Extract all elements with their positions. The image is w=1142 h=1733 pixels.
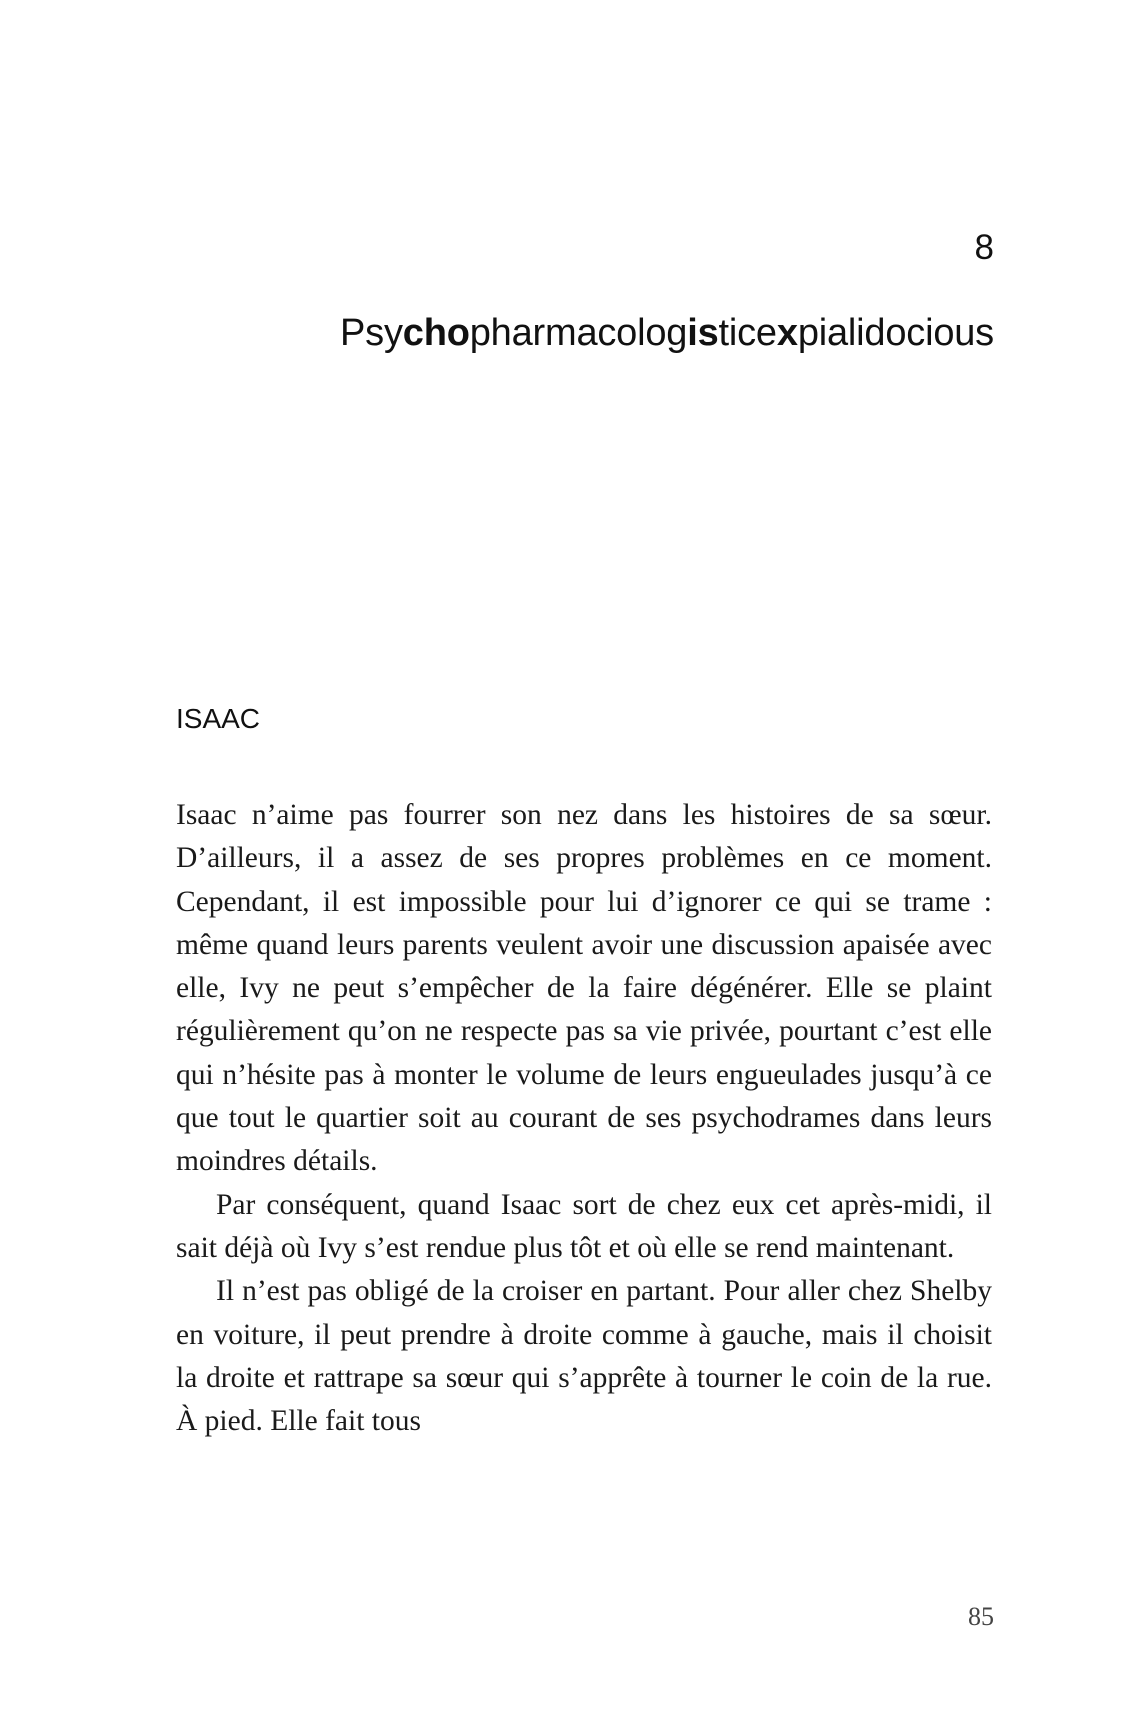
- chapter-title-part-bold: is: [687, 312, 719, 354]
- chapter-title-part: pharmacolog: [469, 312, 688, 354]
- chapter-title-part: Psy: [340, 312, 403, 354]
- page-number: 85: [968, 1602, 994, 1631]
- section-narrator-heading: ISAAC: [176, 703, 261, 734]
- paragraph: Il n’est pas obligé de la croiser en partant. Pour aller chez Shelby en voiture, il peut prendre à droite comme à gauche, mais il choisit la droite et rattrape sa sœur qui s’apprête à tourner le coin de la rue. À pied. Elle fait tous: [176, 1275, 992, 1438]
- chapter-title-part-bold: cho: [402, 312, 470, 354]
- chapter-title-part-bold: x: [776, 312, 798, 354]
- chapter-title-part: pialidocious: [797, 312, 994, 354]
- chapter-title: [340, 310, 994, 356]
- chapter-number: 8: [974, 228, 994, 267]
- body-text: [176, 794, 992, 1443]
- chapter-title-part: tice: [718, 312, 777, 354]
- paragraph: Par conséquent, quand Isaac sort de chez eux cet après-midi, il sait déjà où Ivy s’est rendue plus tôt et où elle se rend maintenant.: [176, 1188, 992, 1264]
- paragraph: Isaac n’aime pas fourrer son nez dans les histoires de sa sœur. D’ailleurs, il a assez de ses propres problèmes en ce moment. Cependant, il est impossible pour lui d’ignorer ce qui se trame : même quand leurs parents veulent avoir une discussion apaisée avec elle, Ivy ne peut s’empêcher de la faire dégénérer. Elle se plaint régulièrement qu’on ne respecte pas sa vie privée, pourtant c’est elle qui n’hésite pas à monter le volume de leurs engueulades jusqu’à ce que tout le quartier soit au courant de ses psychodrames dans leurs moindres détails.: [176, 799, 992, 1178]
